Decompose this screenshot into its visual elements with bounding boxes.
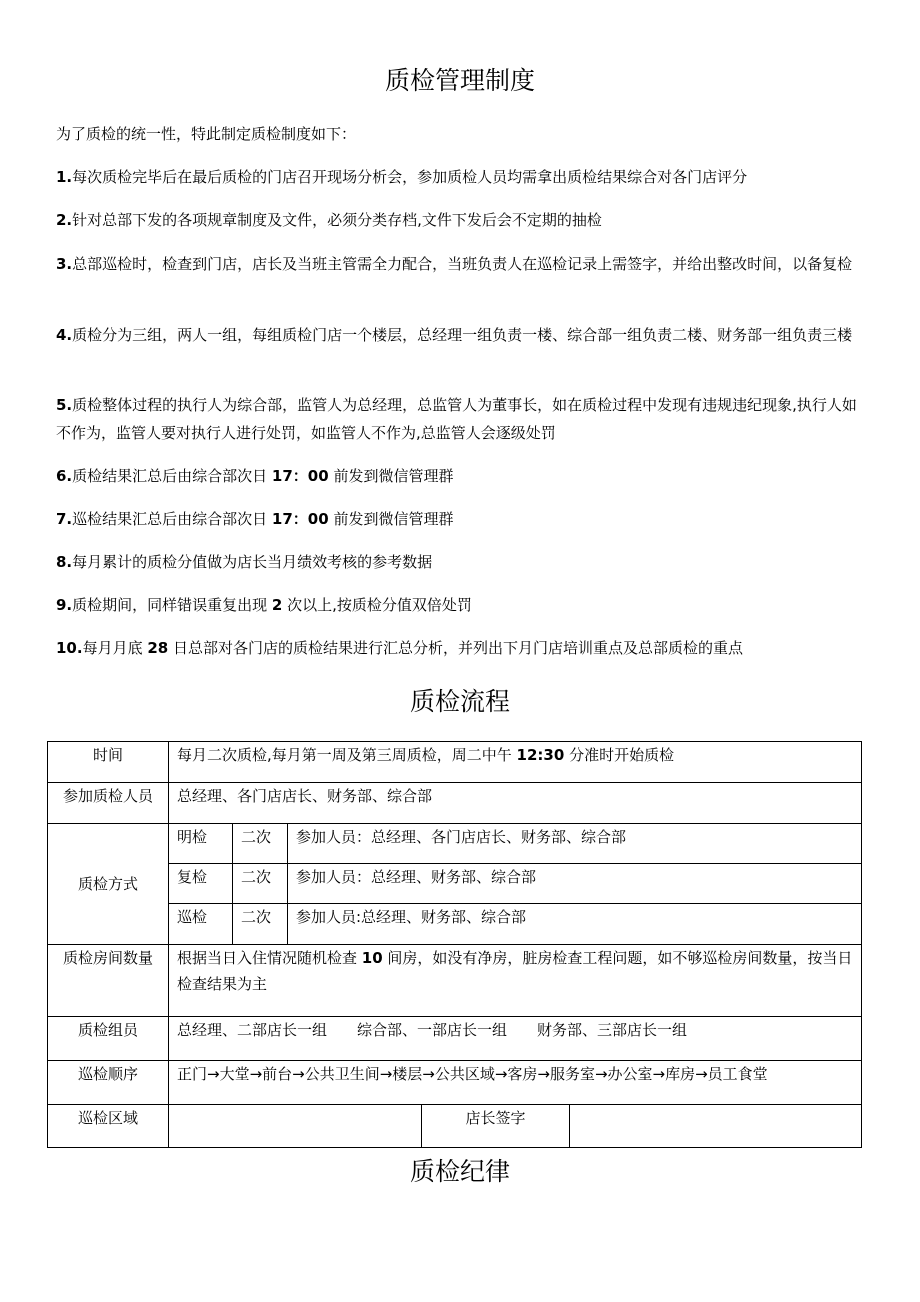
rule-count: 2 xyxy=(271,596,283,614)
rule-text: 总部巡检时，检查到门店，店长及当班主管需全力配合，当班负责人在巡检记录上需签字，并给出整改时间，以备复检 xyxy=(72,255,853,273)
rule-10 xyxy=(56,634,868,662)
rule-number: 8. xyxy=(56,553,73,571)
rule-number: 3. xyxy=(56,255,73,273)
method-freq: 二次 xyxy=(233,824,288,864)
area-label: 巡检区域 xyxy=(48,1105,169,1148)
order-label: 巡检顺序 xyxy=(48,1061,169,1105)
group-3: 财务部、三部店长一组 xyxy=(537,1021,688,1039)
order-value: 正门→大堂→前台→公共卫生间→楼层→公共区域→客房→服务室→办公室→库房→员工食堂 xyxy=(169,1061,862,1105)
inspection-table xyxy=(47,741,862,1148)
table-row-method xyxy=(48,904,862,945)
table-row-groups xyxy=(48,1017,862,1061)
sign-value xyxy=(570,1105,862,1148)
method-desc: 参加人员:总经理、财务部、综合部 xyxy=(288,904,862,945)
rule-number: 2. xyxy=(56,211,73,229)
time-label: 时间 xyxy=(48,742,169,783)
rule-text: 针对总部下发的各项规章制度及文件，必须分类存档,文件下发后会不定期的抽检 xyxy=(72,211,602,229)
rule-4 xyxy=(56,321,868,349)
groups-value xyxy=(169,1017,862,1061)
method-desc: 参加人员：总经理、财务部、综合部 xyxy=(288,864,862,904)
time-text-tail: 分准时开始质检 xyxy=(564,746,675,764)
table-row-method xyxy=(48,864,862,904)
rule-8 xyxy=(56,548,868,576)
rule-text: 质检期间，同样错误重复出现 xyxy=(72,596,272,614)
rooms-count: 10 xyxy=(361,949,383,967)
group-2: 综合部、一部店长一组 xyxy=(357,1021,508,1039)
rule-6 xyxy=(56,462,868,490)
time-value xyxy=(169,742,862,783)
method-desc: 参加人员：总经理、各门店店长、财务部、综合部 xyxy=(288,824,862,864)
participants-value: 总经理、各门店店长、财务部、综合部 xyxy=(169,783,862,824)
method-type: 明检 xyxy=(169,824,233,864)
table-row-participants xyxy=(48,783,862,824)
table-row-order xyxy=(48,1061,862,1105)
rule-time: 17：00 xyxy=(271,510,329,528)
rule-text: 质检分为三组，两人一组，每组质检门店一个楼层，总经理一组负责一楼、综合部一组负责二楼、财务部一组负责三楼 xyxy=(72,326,853,344)
method-freq: 二次 xyxy=(233,904,288,945)
method-label: 质检方式 xyxy=(48,824,169,945)
table-row-time xyxy=(48,742,862,783)
intro-text: 为了质检的统一性，特此制定质检制度如下： xyxy=(56,125,357,143)
method-type: 巡检 xyxy=(169,904,233,945)
rooms-text-tail: 间房，如没有净房，脏房检查工程问题，如不够巡检房间数量，按当日检查结果为主 xyxy=(177,949,853,993)
participants-label: 参加质检人员 xyxy=(48,783,169,824)
rooms-value xyxy=(169,945,862,1017)
rule-text: 每月累计的质检分值做为店长当月绩效考核的参考数据 xyxy=(72,553,433,571)
rule-number: 5. xyxy=(56,396,73,414)
time-text: 每月二次质检,每月第一周及第三周质检，周二中午 xyxy=(177,746,517,764)
rule-number: 10. xyxy=(56,639,83,657)
rule-3 xyxy=(56,250,868,278)
groups-label: 质检组员 xyxy=(48,1017,169,1061)
rule-1 xyxy=(56,163,868,191)
rule-text: 每次质检完毕后在最后质检的门店召开现场分析会，参加质检人员均需拿出质检结果综合对各门店评分 xyxy=(72,168,748,186)
section-title-discipline: 质检纪律 xyxy=(409,1157,510,1186)
table-row-area xyxy=(48,1105,862,1148)
rule-2 xyxy=(56,206,868,234)
method-freq: 二次 xyxy=(233,864,288,904)
rule-9 xyxy=(56,591,868,619)
rooms-text: 根据当日入住情况随机检查 xyxy=(177,949,362,967)
sign-label: 店长签字 xyxy=(422,1105,570,1148)
table-row-rooms xyxy=(48,945,862,1017)
rule-7 xyxy=(56,505,868,533)
rule-text: 巡检结果汇总后由综合部次日 xyxy=(72,510,272,528)
rule-text-tail: 日总部对各门店的质检结果进行汇总分析，并列出下月门店培训重点及总部质检的重点 xyxy=(168,639,744,657)
rule-text: 质检整体过程的执行人为综合部，监管人为总经理，总监管人为董事长，如在质检过程中发现有违规违纪现象,执行人如不作为，监管人要对执行人进行处罚，如监管人不作为,总监管人会逐级处罚 xyxy=(56,396,857,442)
rule-number: 7. xyxy=(56,510,73,528)
rule-text-tail: 前发到微信管理群 xyxy=(328,467,454,485)
time-clock: 12:30 xyxy=(516,746,565,764)
page-title: 质检管理制度 xyxy=(384,66,535,95)
section-title-process: 质检流程 xyxy=(409,687,510,716)
area-value xyxy=(169,1105,422,1148)
rooms-label: 质检房间数量 xyxy=(48,945,169,1017)
rule-text-tail: 次以上,按质检分值双倍处罚 xyxy=(282,596,472,614)
rule-5 xyxy=(56,391,868,447)
rule-time: 17：00 xyxy=(271,467,329,485)
rule-number: 1. xyxy=(56,168,73,186)
rule-number: 4. xyxy=(56,326,73,344)
group-1: 总经理、二部店长一组 xyxy=(177,1021,328,1039)
method-type: 复检 xyxy=(169,864,233,904)
rule-number: 9. xyxy=(56,596,73,614)
rule-text: 质检结果汇总后由综合部次日 xyxy=(72,467,272,485)
rule-text: 每月月底 xyxy=(82,639,148,657)
table-row-method xyxy=(48,824,862,864)
rule-day: 28 xyxy=(147,639,169,657)
rule-text-tail: 前发到微信管理群 xyxy=(328,510,454,528)
rule-number: 6. xyxy=(56,467,73,485)
